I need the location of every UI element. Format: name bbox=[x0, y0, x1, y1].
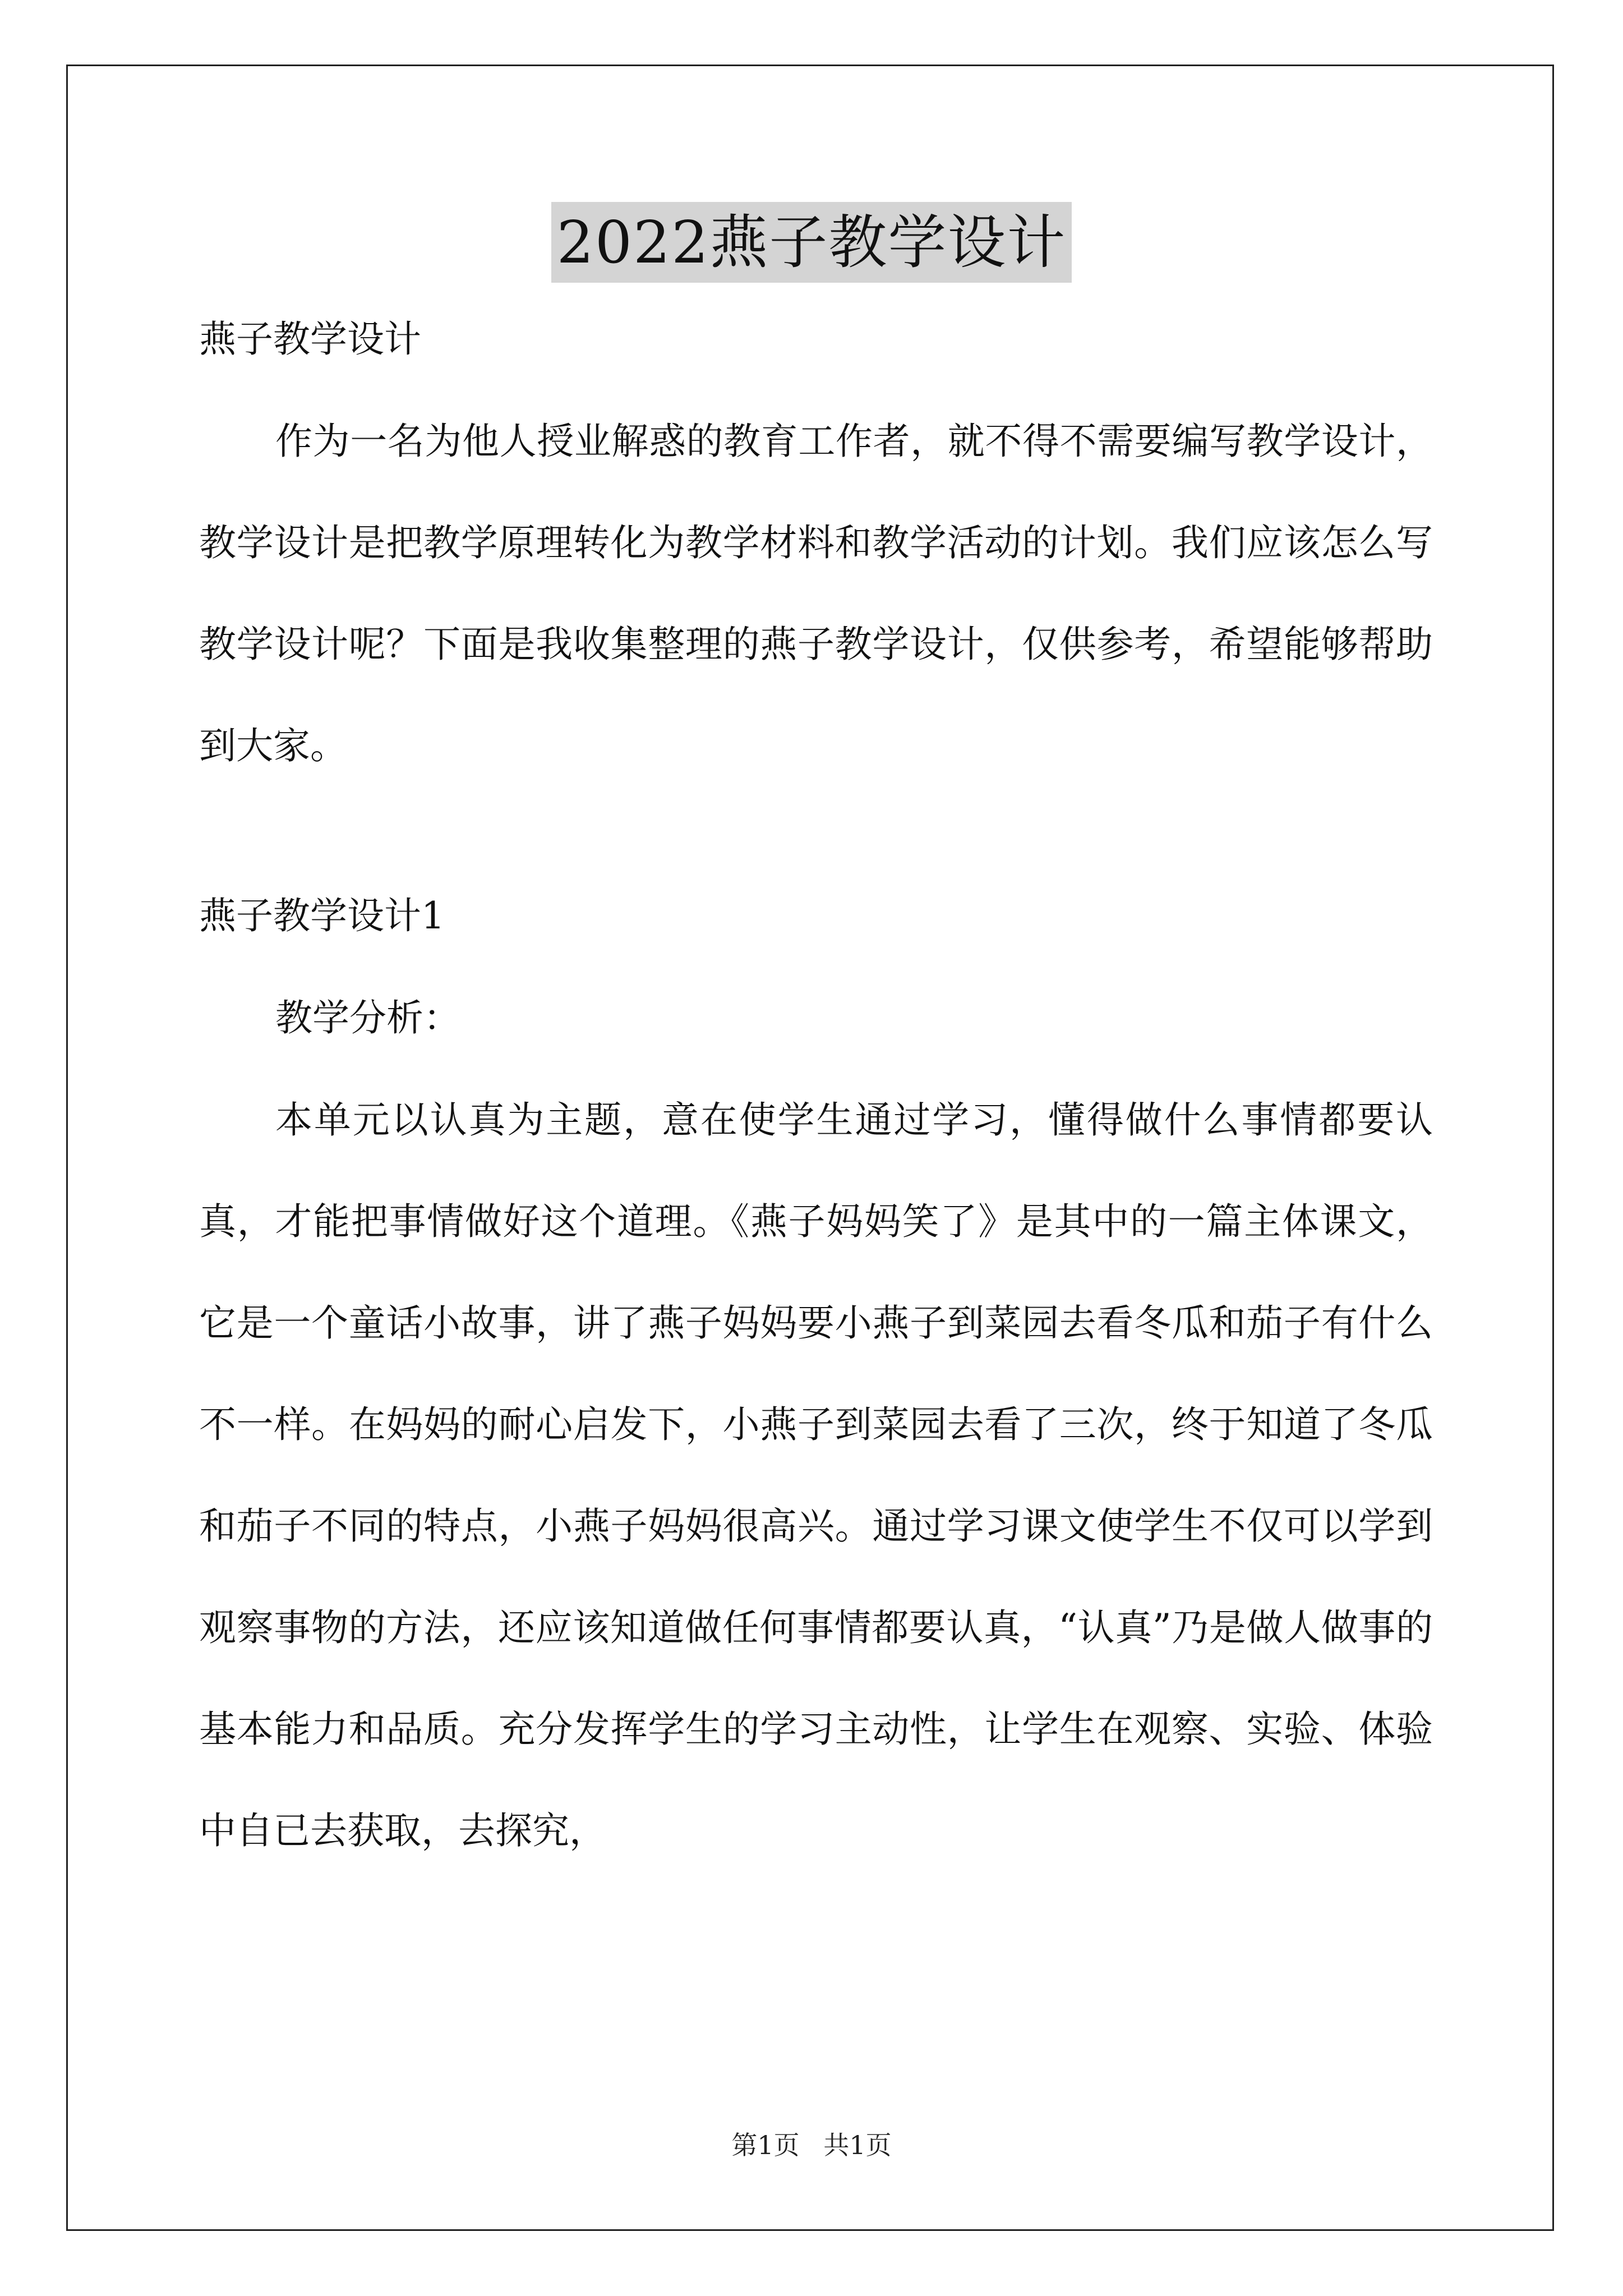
page-number: 第1页 bbox=[731, 2130, 800, 2160]
section1-heading: 燕子教学设计1 bbox=[199, 894, 445, 937]
document-title: 2022燕子教学设计 bbox=[551, 202, 1072, 283]
page-footer bbox=[0, 2128, 1623, 2162]
document-subtitle: 燕子教学设计 bbox=[199, 318, 421, 361]
intro-paragraph: 作为一名为他人授业解惑的教育工作者，就不得不需要编写教学设计，教学设计是把教学原理转化为教学材料和教学活动的计划。我们应该怎么写教学设计呢？下面是我收集整理的燕子教学设计，仅供参考，希望能够帮助到大家。 bbox=[199, 420, 1433, 767]
section1-subheading: 教学分析： bbox=[275, 996, 460, 1039]
document-body bbox=[199, 314, 1433, 1881]
title-container bbox=[0, 202, 1623, 283]
section1-body: 本单元以认真为主题，意在使学生通过学习，懂得做什么事情都要认真，才能把事情做好这个道理。《燕子妈妈笑了》是其中的一篇主体课文，它是一个童话小故事，讲了燕子妈妈要小燕子到菜园去看冬瓜和茄子有什么不一样。在妈妈的耐心启发下，小燕子到菜园去看了三次，终于知道了冬瓜和茄子不同的特点，小燕子妈妈很高兴。通过学习课文使学生不仅可以学到观察事物的方法，还应该知道做任何事情都要认真，“认真”乃是做人做事的基本能力和品质。充分发挥学生的学习主动性，让学生在观察、实验、体验中自已去获取，去探究， bbox=[199, 1098, 1433, 1852]
page-total: 共1页 bbox=[823, 2130, 892, 2160]
